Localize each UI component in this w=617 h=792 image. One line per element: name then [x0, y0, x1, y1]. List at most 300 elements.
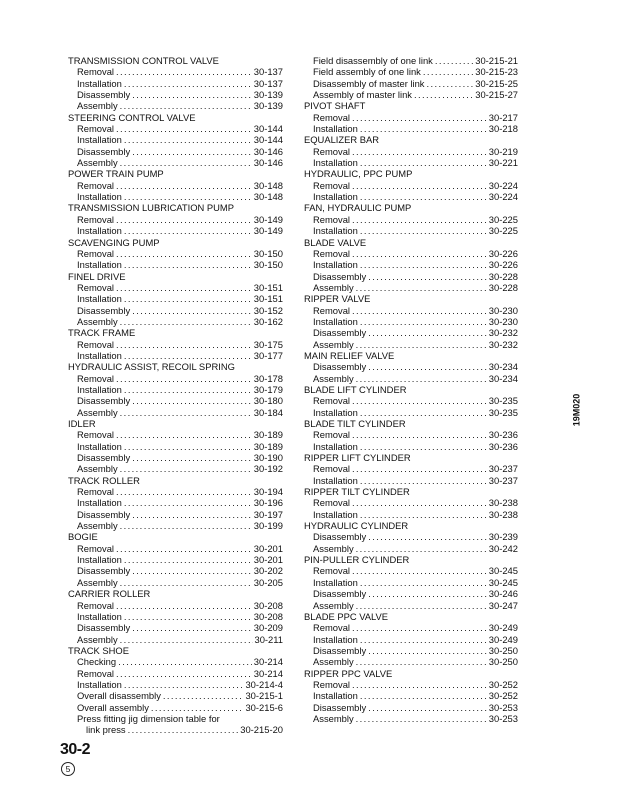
toc-entry: [304, 509, 518, 520]
toc-entry: [68, 509, 283, 520]
toc-entry-page: 30-221: [488, 157, 518, 169]
toc-entry-label: Assembly: [77, 157, 118, 169]
toc-entry-page: 30-179: [253, 383, 283, 395]
section-heading: BLADE LIFT CYLINDER: [304, 383, 407, 395]
toc-entry-label: Removal: [313, 463, 350, 475]
dot-leader: [368, 588, 487, 599]
toc-entry: [68, 634, 283, 645]
dot-leader: [414, 89, 473, 100]
toc-entry-page: 30-230: [488, 304, 518, 316]
toc-entry-label: Assembly: [313, 281, 354, 293]
toc-entry: [304, 577, 518, 588]
dot-leader: [368, 271, 487, 282]
dot-leader: [360, 407, 487, 418]
toc-entry-page: 30-215-27: [475, 89, 518, 101]
dot-leader: [368, 327, 487, 338]
toc-entry: [68, 611, 283, 622]
toc-entry: [304, 180, 518, 191]
toc-entry-page: 30-238: [488, 497, 518, 509]
dot-leader: [120, 316, 252, 327]
dot-leader: [124, 350, 252, 361]
toc-entry: [68, 407, 283, 418]
toc-entry-page: 30-190: [253, 452, 283, 464]
toc-entry-label: Installation: [313, 406, 358, 418]
toc-entry-page: 30-209: [253, 622, 283, 634]
toc-entry-page: 30-215-21: [475, 55, 518, 66]
toc-left-column: [68, 55, 283, 736]
toc-entry-label: Press fitting jig dimension table for: [77, 712, 220, 724]
section-heading: RIPPER VALVE: [304, 293, 371, 305]
toc-entry-page: 30-201: [253, 554, 283, 566]
dot-leader: [124, 134, 252, 145]
toc-entry: [304, 271, 518, 282]
toc-entry-page: 30-137: [253, 66, 283, 78]
toc-entry-page: 30-219: [488, 145, 518, 157]
section-heading: MAIN RELIEF VALVE: [304, 349, 395, 361]
toc-entry: [304, 89, 518, 100]
dot-leader: [132, 509, 252, 520]
toc-entry-label: Disassembly: [77, 89, 131, 101]
toc-entry: [304, 497, 518, 508]
toc-entry-label: Field assembly of one link: [313, 66, 421, 78]
dot-leader: [368, 531, 487, 542]
toc-entry-label: Disassembly: [77, 145, 131, 157]
toc-entry-label: Disassembly: [313, 644, 367, 656]
toc-entry-label: Disassembly: [313, 361, 367, 373]
toc-entry-label: Removal: [313, 429, 350, 441]
toc-entry-page: 30-245: [488, 576, 518, 588]
toc-entry: [68, 248, 283, 259]
toc-entry-page: 30-215-6: [245, 701, 283, 713]
toc-entry: [304, 702, 518, 713]
dot-leader: [116, 66, 252, 77]
toc-entry: [304, 463, 518, 474]
toc-entry: [304, 373, 518, 384]
toc-entry: [304, 475, 518, 486]
dot-leader: [116, 486, 252, 497]
section-heading: EQUALIZER BAR: [304, 134, 380, 146]
toc-entry: [304, 259, 518, 270]
dot-leader: [118, 656, 252, 667]
dot-leader: [151, 702, 244, 713]
toc-entry-page: 30-151: [253, 293, 283, 305]
toc-entry-label: Removal: [313, 213, 350, 225]
toc-entry-label: Assembly of master link: [313, 89, 412, 101]
page-number: 30-2: [60, 741, 91, 758]
toc-entry-label: Removal: [77, 281, 114, 293]
dot-leader: [132, 305, 252, 316]
toc-entry-label: Installation: [77, 293, 122, 305]
toc-entry: [68, 486, 283, 497]
dot-leader: [352, 180, 487, 191]
toc-entry-label: Installation: [313, 259, 358, 271]
toc-entry-label: Disassembly: [77, 622, 131, 634]
toc-entry-label: Removal: [77, 599, 114, 611]
toc-entry: [68, 339, 283, 350]
toc-entry-label: Removal: [313, 111, 350, 123]
toc-entry-label: Assembly: [313, 599, 354, 611]
section-heading: PIN-PULLER CYLINDER: [304, 554, 410, 566]
toc-entry: [68, 66, 283, 77]
section-heading: FAN, HYDRAULIC PUMP: [304, 202, 412, 214]
document-side-code: 19M020: [571, 393, 582, 427]
toc-entry-page: 30-148: [253, 191, 283, 203]
dot-leader: [132, 622, 252, 633]
dot-leader: [352, 395, 487, 406]
toc-entry: [304, 123, 518, 134]
toc-entry-page: 30-237: [488, 474, 518, 486]
toc-entry: [68, 214, 283, 225]
toc-entry: [304, 339, 518, 350]
toc-entry-page: 30-224: [488, 191, 518, 203]
toc-entry: [68, 78, 283, 89]
toc-entry: [304, 690, 518, 701]
dot-leader: [352, 565, 487, 576]
dot-leader: [116, 600, 252, 611]
toc-entry: [304, 361, 518, 372]
toc-entry-page: 30-215-1: [245, 690, 283, 702]
toc-entry-label: Disassembly of master link: [313, 77, 425, 89]
toc-entry: [68, 463, 283, 474]
toc-entry-page: 30-237: [488, 463, 518, 475]
toc-entry-label: Removal: [313, 497, 350, 509]
toc-entry-label: Field disassembly of one link: [313, 55, 433, 66]
dot-leader: [163, 690, 244, 701]
toc-entry-label: Installation: [77, 383, 122, 395]
toc-entry-label: Removal: [77, 213, 114, 225]
dot-leader: [124, 78, 252, 89]
section-heading: BOGIE: [68, 531, 98, 543]
toc-entry-page: 30-196: [253, 497, 283, 509]
toc-entry-label: Assembly: [77, 576, 118, 588]
toc-entry-page: 30-197: [253, 508, 283, 520]
toc-entry-label: Removal: [77, 123, 114, 135]
toc-entry: [304, 146, 518, 157]
toc-entry: [68, 702, 283, 713]
section-heading: PIVOT SHAFT: [304, 100, 366, 112]
toc-entry-page: 30-144: [253, 134, 283, 146]
toc-entry-page: 30-234: [488, 372, 518, 384]
section-heading: HYDRAULIC CYLINDER: [304, 520, 409, 532]
toc-entry-page: 30-217: [488, 111, 518, 123]
toc-entry-page: 30-214-4: [245, 678, 283, 690]
toc-entry-page: 30-232: [488, 327, 518, 339]
toc-entry: [68, 656, 283, 667]
toc-entry-page: 30-236: [488, 440, 518, 452]
toc-entry-page: 30-252: [488, 690, 518, 702]
dot-leader: [360, 157, 487, 168]
toc-entry-page: 30-148: [253, 179, 283, 191]
toc-entry: [68, 441, 283, 452]
dot-leader: [360, 259, 487, 270]
toc-entry-page: 30-189: [253, 440, 283, 452]
toc-entry-page: 30-245: [488, 565, 518, 577]
toc-entry: [304, 645, 518, 656]
toc-entry: [68, 293, 283, 304]
dot-leader: [360, 509, 487, 520]
toc-entry-page: 30-226: [488, 259, 518, 271]
toc-entry-label: Installation: [313, 123, 358, 135]
dot-leader: [116, 429, 252, 440]
toc-entry-page: 30-208: [253, 599, 283, 611]
toc-entry-label: Overall assembly: [77, 701, 149, 713]
dot-leader: [356, 600, 487, 611]
dot-leader: [356, 373, 487, 384]
toc-entry-label: Installation: [313, 576, 358, 588]
toc-entry-page: 30-242: [488, 542, 518, 554]
dot-leader: [352, 146, 487, 157]
dot-leader: [124, 225, 252, 236]
section-heading: TRACK ROLLER: [68, 474, 140, 486]
toc-entry: [304, 565, 518, 576]
dot-leader: [352, 463, 487, 474]
toc-entry: [304, 679, 518, 690]
toc-entry: [68, 668, 283, 679]
toc-entry: [304, 395, 518, 406]
dot-leader: [124, 611, 252, 622]
toc-entry-page: 30-144: [253, 123, 283, 135]
dot-leader: [116, 373, 252, 384]
section-heading: STEERING CONTROL VALVE: [68, 111, 196, 123]
dot-leader: [132, 452, 252, 463]
dot-leader: [360, 475, 487, 486]
dot-leader: [423, 66, 473, 77]
dot-leader: [124, 259, 252, 270]
section-heading: HYDRAULIC, PPC PUMP: [304, 168, 413, 180]
toc-entry: [68, 282, 283, 293]
toc-entry-page: 30-177: [253, 349, 283, 361]
toc-entry-page: 30-215-25: [475, 77, 518, 89]
toc-entry: [68, 259, 283, 270]
toc-entry-page: 30-146: [253, 157, 283, 169]
toc-entry-label: Removal: [313, 247, 350, 259]
dot-leader: [132, 89, 252, 100]
toc-entry-label: Removal: [313, 395, 350, 407]
section-heading: TRACK SHOE: [68, 644, 129, 656]
dot-leader: [132, 395, 252, 406]
dot-leader: [124, 679, 244, 690]
toc-entry-page: 30-234: [488, 361, 518, 373]
toc-entry: [68, 520, 283, 531]
dot-leader: [132, 146, 252, 157]
section-heading: RIPPER TILT CYLINDER: [304, 486, 410, 498]
toc-entry: [304, 656, 518, 667]
toc-entry-page: 30-250: [488, 644, 518, 656]
toc-entry-page: 30-202: [253, 565, 283, 577]
dot-leader: [124, 497, 252, 508]
toc-entry-label: Installation: [313, 633, 358, 645]
toc-entry: [68, 146, 283, 157]
dot-leader: [352, 112, 487, 123]
toc-entry-page: 30-226: [488, 247, 518, 259]
toc-entry: [304, 316, 518, 327]
toc-entry-page: 30-215-23: [475, 66, 518, 78]
toc-entry: [304, 112, 518, 123]
toc-entry-page: 30-137: [253, 77, 283, 89]
toc-entry-page: 30-246: [488, 588, 518, 600]
dot-leader: [368, 361, 487, 372]
toc-entry: [68, 191, 283, 202]
toc-entry: [68, 395, 283, 406]
toc-entry-label: Removal: [77, 338, 114, 350]
toc-entry-label: Removal: [77, 486, 114, 498]
toc-entry-page: 30-224: [488, 179, 518, 191]
toc-entry-page: 30-151: [253, 281, 283, 293]
section-heading: POWER TRAIN PUMP: [68, 168, 164, 180]
section-heading: RIPPER PPC VALVE: [304, 667, 393, 679]
toc-entry-label: Removal: [313, 678, 350, 690]
toc-right-column: [304, 55, 518, 724]
toc-entry-page: 30-192: [253, 463, 283, 475]
toc-entry-label: Removal: [313, 179, 350, 191]
toc-entry-label: Removal: [313, 304, 350, 316]
dot-leader: [360, 191, 487, 202]
toc-entry-page: 30-175: [253, 338, 283, 350]
dot-leader: [120, 407, 252, 418]
toc-entry-page: 30-149: [253, 225, 283, 237]
dot-leader: [352, 679, 487, 690]
toc-entry: [68, 350, 283, 361]
dot-leader: [360, 316, 487, 327]
toc-entry: [68, 429, 283, 440]
toc-entry-page: 30-178: [253, 372, 283, 384]
toc-entry-label: Removal: [313, 622, 350, 634]
toc-entry-label: Installation: [77, 349, 122, 361]
toc-entry-page: 30-218: [488, 123, 518, 135]
toc-entry: [304, 225, 518, 236]
toc-entry: [304, 543, 518, 554]
dot-leader: [356, 339, 487, 350]
toc-entry-label: Installation: [313, 225, 358, 237]
toc-entry-label: Overall disassembly: [77, 690, 161, 702]
toc-entry: [304, 429, 518, 440]
dot-leader: [116, 214, 252, 225]
toc-entry-page: 30-208: [253, 610, 283, 622]
toc-entry-label: Installation: [313, 191, 358, 203]
toc-entry-page: 30-150: [253, 247, 283, 259]
dot-leader: [116, 339, 252, 350]
dot-leader: [360, 577, 487, 588]
toc-entry-page: 30-249: [488, 633, 518, 645]
dot-leader: [124, 293, 252, 304]
toc-entry-page: 30-225: [488, 225, 518, 237]
dot-leader: [120, 520, 252, 531]
toc-entry-page: 30-194: [253, 486, 283, 498]
dot-leader: [435, 55, 473, 66]
toc-entry-label: Installation: [313, 690, 358, 702]
toc-entry: [68, 157, 283, 168]
dot-leader: [368, 702, 487, 713]
toc-entry: [304, 55, 518, 66]
toc-entry-label: Installation: [77, 77, 122, 89]
toc-entry-label: Installation: [77, 440, 122, 452]
toc-entry-page: 30-239: [488, 531, 518, 543]
toc-entry: [68, 452, 283, 463]
section-heading: BLADE VALVE: [304, 236, 367, 248]
dot-leader: [124, 191, 252, 202]
toc-entry-label: Removal: [77, 179, 114, 191]
toc-entry: [68, 577, 283, 588]
toc-entry-label: Installation: [77, 259, 122, 271]
toc-entry: [304, 622, 518, 633]
dot-leader: [120, 577, 252, 588]
toc-entry-label: Checking: [77, 656, 117, 668]
dot-leader: [356, 543, 487, 554]
toc-entry-label: Assembly: [313, 372, 354, 384]
section-heading: RIPPER LIFT CYLINDER: [304, 452, 411, 464]
dot-leader: [116, 180, 252, 191]
section-heading: TRACK FRAME: [68, 327, 136, 339]
section-heading: BLADE PPC VALVE: [304, 610, 389, 622]
toc-entry-page: 30-152: [253, 304, 283, 316]
toc-entry-page: 30-184: [253, 406, 283, 418]
toc-entry-page: 30-149: [253, 213, 283, 225]
dot-leader: [360, 123, 487, 134]
dot-leader: [120, 100, 252, 111]
toc-entry-label: Installation: [77, 678, 122, 690]
toc-entry-label: Disassembly: [77, 452, 131, 464]
dot-leader: [356, 282, 487, 293]
dot-leader: [120, 634, 253, 645]
toc-entry-page: 30-214: [253, 667, 283, 679]
toc-entry-label: Installation: [313, 440, 358, 452]
toc-entry: [68, 225, 283, 236]
dot-leader: [116, 248, 252, 259]
revision-badge: 5: [61, 762, 75, 776]
toc-entry-label: Assembly: [77, 633, 118, 645]
toc-entry-page: 30-228: [488, 270, 518, 282]
section-heading: TRANSMISSION CONTROL VALVE: [68, 55, 219, 66]
toc-entry-page: 30-235: [488, 395, 518, 407]
toc-entry-label: Installation: [313, 508, 358, 520]
dot-leader: [116, 123, 252, 134]
toc-entry-label: Removal: [77, 247, 114, 259]
toc-entry-label: Disassembly: [313, 701, 367, 713]
toc-entry: [68, 89, 283, 100]
dot-leader: [356, 713, 487, 724]
dot-leader: [352, 214, 487, 225]
toc-entry-page: 30-238: [488, 508, 518, 520]
dot-leader: [352, 305, 487, 316]
toc-entry-page: 30-236: [488, 429, 518, 441]
toc-entry-page: 30-228: [488, 281, 518, 293]
dot-leader: [368, 645, 487, 656]
toc-entry: [68, 622, 283, 633]
toc-entry-label: Assembly: [77, 315, 118, 327]
toc-entry-label: Removal: [77, 667, 114, 679]
toc-entry-page: 30-162: [253, 315, 283, 327]
toc-entry-label: Disassembly: [77, 304, 131, 316]
dot-leader: [356, 656, 487, 667]
toc-entry-page: 30-180: [253, 395, 283, 407]
section-heading: TRANSMISSION LUBRICATION PUMP: [68, 202, 234, 214]
dot-leader: [352, 429, 487, 440]
dot-leader: [427, 78, 474, 89]
toc-entry: [304, 441, 518, 452]
toc-entry-page: 30-252: [488, 678, 518, 690]
section-heading: FINEL DRIVE: [68, 270, 126, 282]
dot-leader: [352, 622, 487, 633]
toc-entry: [68, 724, 283, 735]
toc-entry-label: Disassembly: [313, 327, 367, 339]
toc-entry-label: Removal: [313, 145, 350, 157]
toc-entry-label: Disassembly: [77, 565, 131, 577]
toc-entry: [304, 327, 518, 338]
dot-leader: [360, 441, 487, 452]
dot-leader: [124, 384, 252, 395]
toc-entry: [304, 531, 518, 542]
toc-entry-label: Removal: [77, 542, 114, 554]
